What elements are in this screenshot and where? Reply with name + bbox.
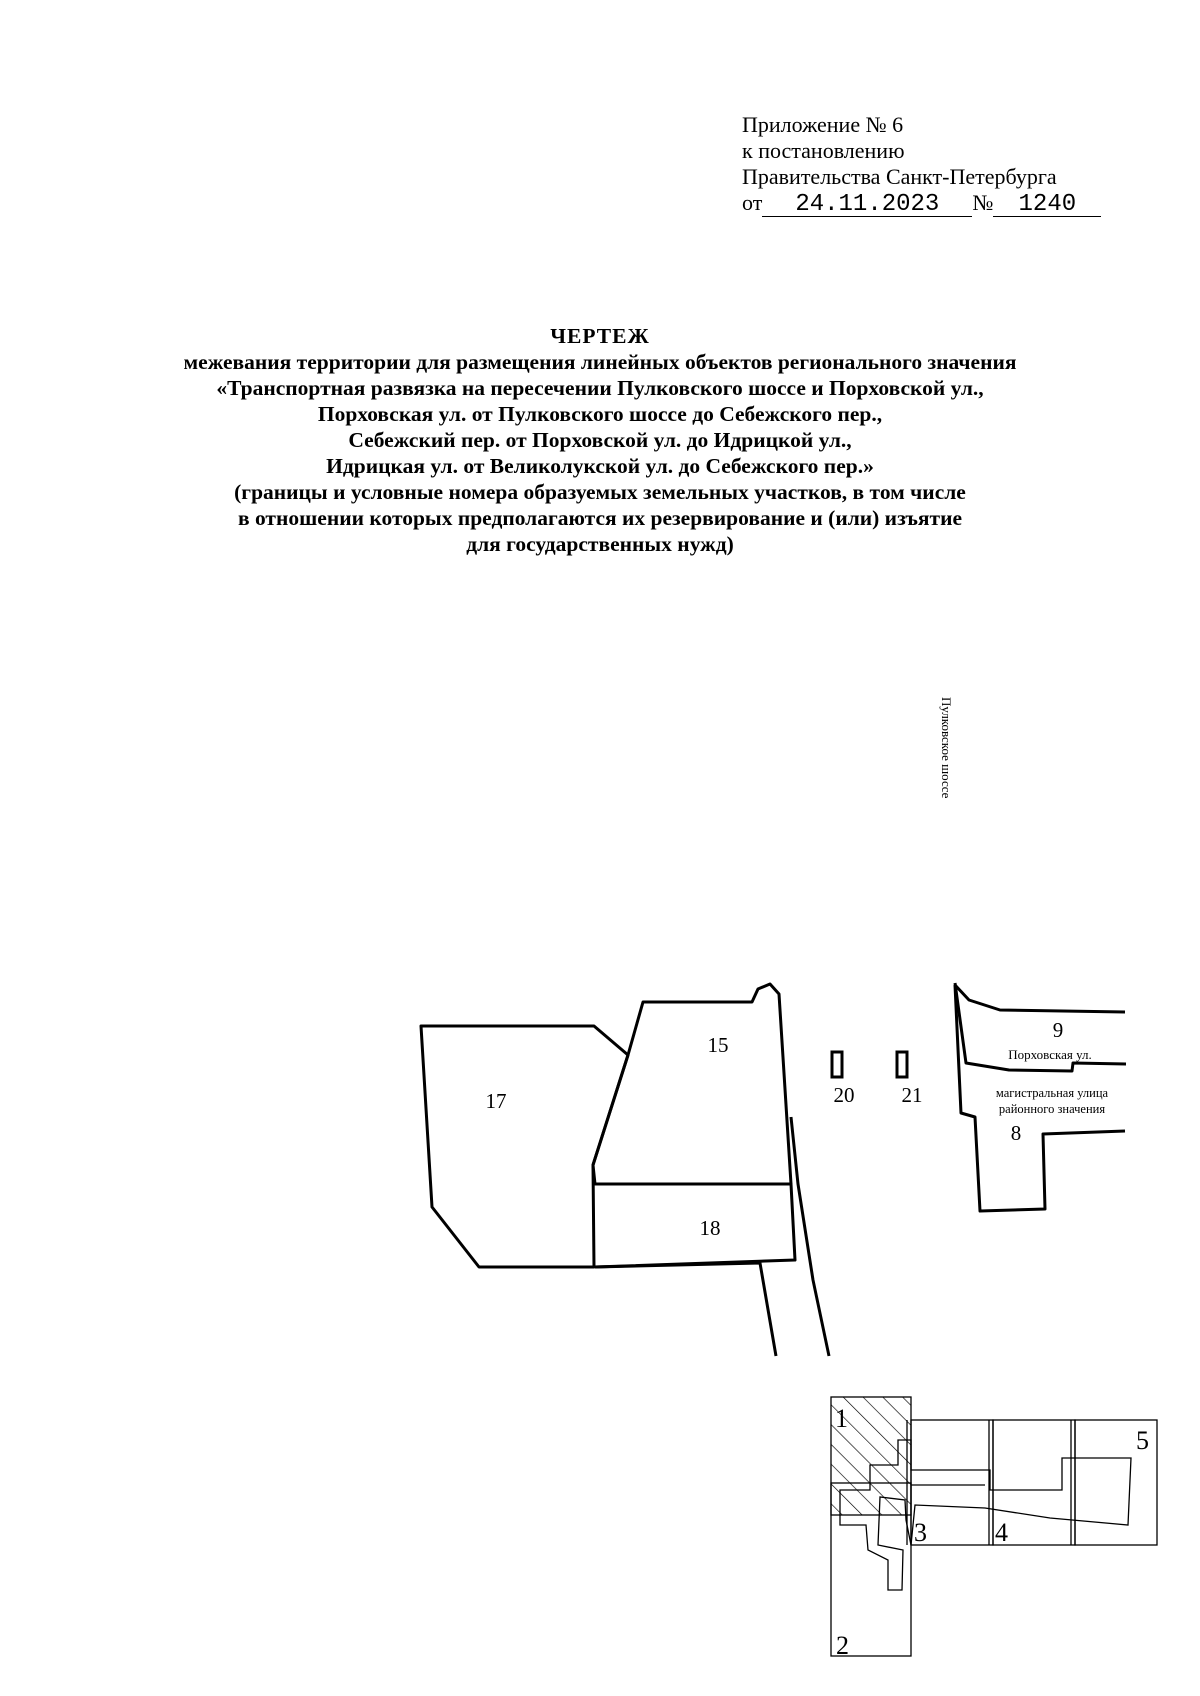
parcel-label-17: 17 [485,1089,507,1113]
title-line: в отношении которых предполагаются их резервирование и (или) изъятие [237,506,963,530]
title-line: (границы и условные номера образуемых земельных участков, в том числе [234,480,966,504]
street-class-line: магистральная улица [995,1086,1109,1100]
sheet-number-4: 4 [995,1518,1008,1547]
appendix-government: Правительства Санкт-Петербурга [742,164,1057,189]
resolution-date: 24.11.2023 [762,194,972,217]
parcel-label-8: 8 [1010,1121,1022,1145]
title-line: для государственных нужд) [466,532,734,556]
sheet-index [831,1397,1157,1660]
parcel-label-21: 21 [901,1083,923,1107]
title-line: «Транспортная развязка на пересечении Пулковского шоссе и Порховской ул., [216,376,984,400]
roadway-edge [791,1117,829,1356]
appendix-to-resolution: к постановлению [742,138,905,163]
parcel-label-18: 18 [699,1216,721,1240]
title-line: Себежский пер. от Порховской ул. до Идрицкой ул., [348,428,852,452]
appendix-title: Приложение № 6 [742,112,904,137]
sheet-number-5: 5 [1136,1426,1149,1455]
parcel-20-boundary [832,1052,842,1077]
parcel-boundaries [421,983,1126,1356]
parcel-label-20: 20 [833,1083,855,1107]
parcel-17-boundary [421,1026,628,1267]
sheet-number-3: 3 [914,1518,927,1547]
title-heading: ЧЕРТЕЖ [550,324,650,348]
sheet-number-1: 1 [835,1404,848,1433]
from-label: от [742,190,763,215]
title-line: Идрицкая ул. от Великолукской ул. до Себежского пер.» [326,454,874,478]
parcel-18-boundary [595,1184,795,1267]
parcel-label-9: 9 [1052,1018,1064,1042]
parcel-9-boundary [955,985,1125,1012]
resolution-number: 1240 [993,194,1101,217]
street-class-line: районного значения [998,1102,1106,1116]
number-label: № [972,190,994,215]
title-line: межевания территории для размещения линейных объектов регионального значения [183,350,1017,374]
parcel-label-15: 15 [707,1033,729,1057]
street-label-porkhovskaya: Порховская ул. [1008,1047,1092,1062]
road-label-pulkovskoe: Пулковское шоссе [939,697,954,799]
title-line: Порховская ул. от Пулковского шоссе до Себежского пер., [317,402,883,426]
parcel-21-boundary [897,1052,907,1077]
parcel-15-boundary [593,984,791,1184]
roadway-edge [595,1263,776,1356]
sheet-number-2: 2 [836,1631,849,1660]
